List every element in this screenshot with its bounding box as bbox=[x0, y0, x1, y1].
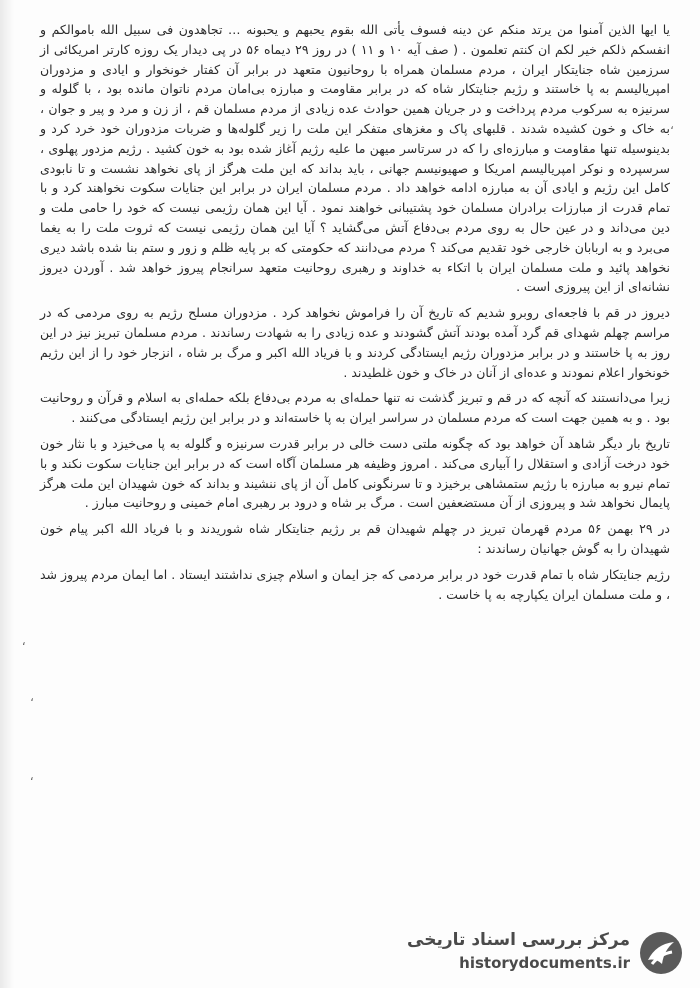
margin-tick-mark: ، bbox=[670, 118, 674, 132]
document-body bbox=[40, 20, 670, 610]
watermark bbox=[388, 928, 688, 980]
margin-tick-mark: ‘ bbox=[30, 775, 34, 789]
archive-logo-icon bbox=[638, 930, 684, 976]
scan-edge-shadow bbox=[0, 0, 14, 988]
paragraph-5: در ۲۹ بهمن ۵۶ مردم قهرمان تبریز در چهلم شهیدان قم بر رژیم جنایتکار شاه شوریدند و با فریاد الله اکبر پیام خون شهیدان را به گوش جهانیان رساندند : bbox=[40, 521, 670, 556]
watermark-url: historydocuments.ir bbox=[459, 954, 630, 972]
margin-tick-mark: ‘ bbox=[22, 640, 26, 654]
watermark-name: مرکز بررسی اسناد تاریخی bbox=[407, 930, 630, 950]
paragraph-2: دیروز در قم با فاجعه‌ای روبرو شدیم که تاریخ آن را فراموش نخواهد کرد . مزدوران مسلح رژیم به روی مردمی که در مراسم چهلم شهدای قم گرد آمده بودند آتش گشودند و عده زیادی را به شهادت رساندند . مردم مسلمان تبریز نیز در این روز به پا خاستند و در برابر مزدوران رژیم ایستادگی کردند و با فریاد الله اکبر و مرگ بر شاه ، انزجار خود را از این رژیم خونخوار اعلام نمودند و عده‌ای از آنان در خاک و خون غلطیدند . bbox=[40, 305, 670, 380]
paragraph-4: تاریخ بار دیگر شاهد آن خواهد بود که چگونه ملتی دست خالی در برابر قدرت سرنیزه و گلوله به پا می‌خیزد و با نثار خون خود درخت آزادی و استقلال را آبیاری می‌کند . امروز وظیفه هر مسلمان آگاه است که در برابر این جنایات سکوت نکند و با تمام نیرو به مبارزه با رژیم ستمشاهی برخیزد و تا سرنگونی کامل آن از پای ننشیند و بداند که خون شهیدان این ملت هرگز پایمال نخواهد شد و پیروزی از آن مستضعفین است . مرگ بر شاه و درود بر رهبری امام خمینی و روحانیت مبارز . bbox=[40, 435, 670, 511]
paragraph-6: رژیم جنایتکار شاه با تمام قدرت خود در برابر مردمی که جز ایمان و اسلام چیزی نداشتند ایستاد . اما ایمان مردم پیروز شد ، و ملت مسلمان ایران یکپارچه به پا خاست . bbox=[40, 566, 670, 602]
paragraph-1: یا ایها الذین آمنوا من یرتد منکم عن دینه فسوف یأتی الله بقوم یحبهم و یحبونه … تجاهدون فی سبیل الله باموالکم و انفسکم ذلکم خیر لکم ان کنتم تعلمون . ( صف آیه ۱۰ و ۱۱ ) در روز ۲۹ دیماه ۵۶ در پی دیدار یک روزه کارتر امریکائی از سرزمین شاه جنایتکار ایران ، مردم مسلمان همراه با روحانیون متعهد در برابر آن کفتار خونخوار و ایادی و مزدوران امپریالیسم به پا خاستند و رژیم جنایتکار شاه که در برابر مقاومت و مبارزه بی‌امان مردم ناتوان مانده بود ، با گلوله و سرنیزه به سرکوب مردم پرداخت و در جریان همین حوادث عده زیادی از مردم مسلمان قم ، از زن و مرد و پیر و جوان ، به خاک و خون کشیده شدند . قلبهای پاک و مغزهای متفکر این ملت را زیر گلوله‌ها و ضربات مزدوران خود خرد کرد و بدینوسیله تنها مقاومت و مبارزه‌ای را که در سرتاسر میهن ما علیه رژیم آغاز شده بود به خون کشید . رژیم مزدور پهلوی ، سرسپرده و نوکر امپریالیسم امریکا و صهیونیسم جهانی ، باید بداند که این ملت هرگز از پای نخواهد نشست و تا نابودی کامل این رژیم و ایادی آن به مبارزه ادامه خواهد داد . مردم مسلمان ایران در برابر این جنایات سکوت نخواهند کرد و با تمام قدرت از مبارزات برادران مسلمان خود پشتیبانی خواهند نمود . آیا این همان رژیمی نیست که خود را حامی ملت و دین می‌داند و در عین حال به روی مردم بی‌دفاع آتش می‌گشاید ؟ آیا این همان رژیمی نیست که ثروت ملت را به یغما می‌برد و به اربابان خارجی خود تقدیم می‌کند ؟ مردم می‌دانند که حکومتی که بر پایه ظلم و زور و ستم بنا شده باشد دیری نخواهد پائید و ملت مسلمان ایران با اتکاء به خداوند و رهبری روحانیت متعهد سرانجام پیروز خواهد شد . آوردن دیروز نشانه‌ای از این پیروزی است . bbox=[40, 22, 670, 295]
margin-tick-mark: ، bbox=[30, 690, 34, 704]
paragraph-3: زیرا می‌دانستند که آنچه که در قم و تبریز گذشت نه تنها حمله‌ای به مردم بی‌دفاع بلکه حمله‌ای به اسلام و قرآن و روحانیت بود . و به همین جهت است که مردم مسلمان در سراسر ایران به پا خاسته‌اند و در برابر این رژیم ایستادگی می‌کنند . bbox=[40, 390, 670, 426]
